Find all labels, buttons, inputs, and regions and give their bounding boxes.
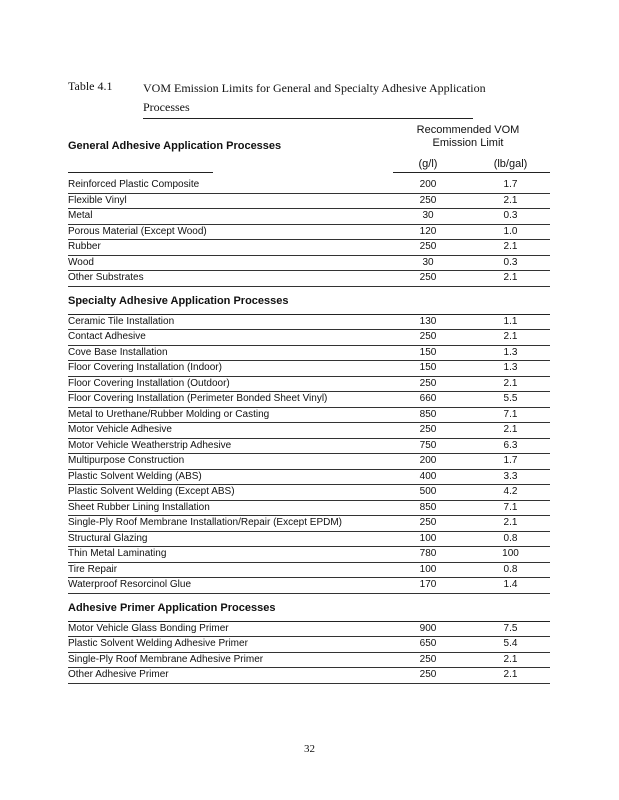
process-cell: Sheet Rubber Lining Installation bbox=[68, 501, 210, 513]
lb-per-gal-cell: 1.4 bbox=[503, 579, 518, 590]
table-caption-number: Table 4.1 bbox=[68, 79, 113, 93]
table-row bbox=[68, 194, 550, 210]
table-row bbox=[68, 423, 550, 439]
lb-per-gal-cell: 2.1 bbox=[503, 669, 518, 680]
table-row bbox=[68, 501, 550, 517]
lb-per-gal-cell: 0.8 bbox=[503, 563, 518, 575]
g-per-l-cell: 250 bbox=[419, 377, 437, 389]
g-per-l-cell: 100 bbox=[419, 563, 437, 575]
emission-limits-table bbox=[68, 120, 550, 684]
unit-g-per-l: (g/l) bbox=[418, 158, 438, 170]
g-per-l-cell: 100 bbox=[419, 532, 437, 544]
process-cell: Plastic Solvent Welding Adhesive Primer bbox=[68, 638, 248, 649]
table-row bbox=[68, 392, 550, 408]
lb-per-gal-cell: 2.1 bbox=[503, 331, 518, 342]
table-row bbox=[68, 361, 550, 377]
table-row bbox=[68, 668, 550, 684]
lb-per-gal-cell: 4.2 bbox=[503, 486, 518, 497]
g-per-l-cell: 400 bbox=[419, 470, 437, 482]
table-row bbox=[68, 637, 550, 653]
process-cell: Floor Covering Installation (Perimeter Bonded Sheet Vinyl) bbox=[68, 393, 328, 404]
lb-per-gal-cell: 5.4 bbox=[503, 638, 518, 649]
table-row bbox=[68, 315, 550, 331]
lb-per-gal-cell: 2.1 bbox=[503, 241, 518, 252]
process-cell: Structural Glazing bbox=[68, 532, 148, 544]
lb-per-gal-cell: 1.1 bbox=[503, 315, 518, 327]
lb-per-gal-cell: 1.3 bbox=[503, 346, 518, 358]
g-per-l-cell: 250 bbox=[419, 272, 437, 283]
g-per-l-cell: 650 bbox=[419, 638, 437, 649]
process-cell: Other Substrates bbox=[68, 272, 144, 283]
g-per-l-cell: 250 bbox=[419, 653, 437, 665]
process-cell: Single-Ply Roof Membrane Installation/Repair (Except EPDM) bbox=[68, 517, 342, 528]
table-caption-title: VOM Emission Limits for General and Specialty Adhesive Application Processes bbox=[143, 81, 486, 114]
table-row bbox=[68, 563, 550, 579]
section-title: General Adhesive Application Processes bbox=[68, 140, 282, 152]
section-header bbox=[68, 594, 550, 622]
g-per-l-cell: 250 bbox=[419, 241, 437, 252]
page-number: 32 bbox=[304, 743, 315, 755]
process-cell: Waterproof Resorcinol Glue bbox=[68, 579, 192, 590]
g-per-l-cell: 250 bbox=[419, 517, 437, 528]
section-header bbox=[68, 287, 550, 315]
header-rule bbox=[68, 172, 213, 173]
g-per-l-cell: 170 bbox=[419, 579, 437, 590]
process-cell: Motor Vehicle Weatherstrip Adhesive bbox=[68, 439, 232, 451]
g-per-l-cell: 150 bbox=[419, 346, 437, 358]
table-row bbox=[68, 330, 550, 346]
table-row bbox=[68, 454, 550, 470]
table-row bbox=[68, 408, 550, 424]
process-cell: Plastic Solvent Welding (ABS) bbox=[68, 470, 202, 482]
table-row bbox=[68, 470, 550, 486]
table-row bbox=[68, 377, 550, 393]
g-per-l-cell: 250 bbox=[419, 331, 437, 342]
process-cell: Floor Covering Installation (Outdoor) bbox=[68, 377, 230, 389]
g-per-l-cell: 120 bbox=[419, 225, 437, 237]
lb-per-gal-cell: 1.7 bbox=[503, 455, 518, 466]
g-per-l-cell: 850 bbox=[419, 408, 437, 420]
recommended-limit-header bbox=[386, 124, 550, 150]
lb-per-gal-cell: 7.5 bbox=[503, 622, 518, 634]
process-cell: Flexible Vinyl bbox=[68, 194, 127, 206]
table-row bbox=[68, 240, 550, 256]
process-cell: Cove Base Installation bbox=[68, 346, 168, 358]
process-cell: Reinforced Plastic Composite bbox=[68, 179, 200, 190]
lb-per-gal-cell: 2.1 bbox=[503, 194, 518, 206]
lb-per-gal-cell: 2.1 bbox=[503, 517, 518, 528]
process-cell: Rubber bbox=[68, 241, 101, 252]
process-cell: Motor Vehicle Adhesive bbox=[68, 424, 172, 435]
process-cell: Metal bbox=[68, 210, 93, 221]
process-cell: Plastic Solvent Welding (Except ABS) bbox=[68, 486, 235, 497]
recommended-line1: Recommended VOM bbox=[416, 124, 520, 136]
lb-per-gal-cell: 0.8 bbox=[503, 532, 518, 544]
table-row bbox=[68, 485, 550, 501]
table-row bbox=[68, 578, 550, 594]
lb-per-gal-cell: 1.7 bbox=[503, 179, 518, 190]
g-per-l-cell: 250 bbox=[419, 194, 437, 206]
lb-per-gal-cell: 1.0 bbox=[503, 225, 518, 237]
table-row bbox=[68, 225, 550, 241]
g-per-l-cell: 150 bbox=[419, 362, 437, 373]
lb-per-gal-cell: 2.1 bbox=[503, 424, 518, 435]
lb-per-gal-cell: 7.1 bbox=[503, 408, 518, 420]
process-cell: Porous Material (Except Wood) bbox=[68, 225, 207, 237]
g-per-l-cell: 30 bbox=[422, 256, 434, 268]
g-per-l-cell: 200 bbox=[419, 179, 437, 190]
table-row bbox=[68, 271, 550, 287]
table-row bbox=[68, 209, 550, 225]
table-row bbox=[68, 547, 550, 563]
g-per-l-cell: 250 bbox=[419, 424, 437, 435]
table-row bbox=[68, 346, 550, 362]
process-cell: Wood bbox=[68, 256, 94, 268]
process-cell: Floor Covering Installation (Indoor) bbox=[68, 362, 222, 373]
units-rule bbox=[393, 172, 550, 173]
g-per-l-cell: 200 bbox=[419, 455, 437, 466]
lb-per-gal-cell: 2.1 bbox=[503, 272, 518, 283]
process-cell: Ceramic Tile Installation bbox=[68, 315, 175, 327]
lb-per-gal-cell: 6.3 bbox=[503, 439, 518, 451]
table-row bbox=[68, 178, 550, 194]
lb-per-gal-cell: 7.1 bbox=[503, 501, 518, 513]
lb-per-gal-cell: 3.3 bbox=[503, 470, 518, 482]
table-row bbox=[68, 653, 550, 669]
g-per-l-cell: 750 bbox=[419, 439, 437, 451]
table-body bbox=[68, 178, 550, 684]
g-per-l-cell: 780 bbox=[419, 548, 437, 559]
unit-lb-per-gal: (lb/gal) bbox=[493, 158, 528, 170]
process-cell: Tire Repair bbox=[68, 563, 118, 575]
table-row bbox=[68, 532, 550, 548]
section-title: Adhesive Primer Application Processes bbox=[68, 601, 276, 614]
table-row bbox=[68, 439, 550, 455]
table-row bbox=[68, 256, 550, 272]
lb-per-gal-cell: 5.5 bbox=[503, 393, 518, 404]
table-header bbox=[68, 120, 550, 178]
g-per-l-cell: 850 bbox=[419, 501, 437, 513]
process-cell: Other Adhesive Primer bbox=[68, 669, 169, 680]
lb-per-gal-cell: 2.1 bbox=[503, 653, 518, 665]
g-per-l-cell: 660 bbox=[419, 393, 437, 404]
process-cell: Thin Metal Laminating bbox=[68, 548, 167, 559]
recommended-line2: Emission Limit bbox=[432, 137, 504, 149]
lb-per-gal-cell: 0.3 bbox=[503, 210, 518, 221]
lb-per-gal-cell: 2.1 bbox=[503, 377, 518, 389]
table-row bbox=[68, 516, 550, 532]
g-per-l-cell: 900 bbox=[419, 622, 437, 634]
lb-per-gal-cell: 1.3 bbox=[503, 362, 518, 373]
process-cell: Motor Vehicle Glass Bonding Primer bbox=[68, 622, 229, 634]
process-cell: Multipurpose Construction bbox=[68, 455, 185, 466]
lb-per-gal-cell: 100 bbox=[502, 548, 519, 559]
process-cell: Metal to Urethane/Rubber Molding or Casting bbox=[68, 408, 270, 420]
process-cell: Contact Adhesive bbox=[68, 331, 146, 342]
lb-per-gal-cell: 0.3 bbox=[503, 256, 518, 268]
section-title: Specialty Adhesive Application Processes bbox=[68, 294, 289, 307]
process-cell: Single-Ply Roof Membrane Adhesive Primer bbox=[68, 653, 264, 665]
g-per-l-cell: 250 bbox=[419, 669, 437, 680]
g-per-l-cell: 30 bbox=[422, 210, 434, 221]
caption-rule bbox=[143, 118, 473, 119]
g-per-l-cell: 500 bbox=[419, 486, 437, 497]
table-row bbox=[68, 622, 550, 638]
g-per-l-cell: 130 bbox=[419, 315, 437, 327]
